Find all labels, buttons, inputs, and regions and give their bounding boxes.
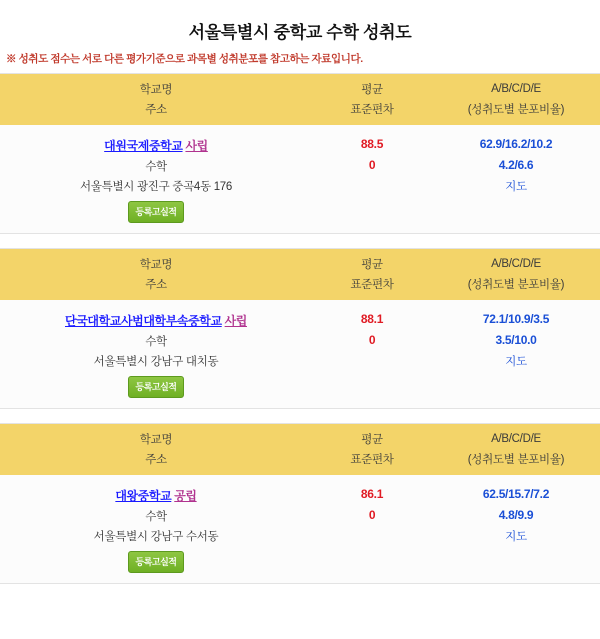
row-school-name: [0, 485, 600, 506]
header-row-secondary: [0, 99, 600, 119]
record-button-wrap: [0, 201, 312, 223]
school-name-link[interactable]: 단국대학교사범대학부속중학교: [65, 314, 222, 328]
average-value: 86.1: [360, 487, 384, 501]
distribution-bottom-value: 4.8/9.9: [498, 508, 534, 522]
card-header: [0, 424, 600, 475]
distribution-top-value: 62.9/16.2/10.2: [479, 137, 553, 151]
school-type-link[interactable]: 사립: [185, 139, 208, 153]
header-row-primary: [0, 429, 600, 449]
map-link[interactable]: 지도: [505, 356, 527, 368]
column-header-distribution-sub: (성취도별 분포비율): [467, 279, 565, 291]
column-header-stdev: 표준편차: [350, 454, 394, 466]
record-button-wrap: [0, 551, 312, 573]
row-record-button: [0, 546, 600, 575]
row-school-name: [0, 310, 600, 331]
subject-label: 수학: [145, 336, 167, 348]
column-header-distribution: A/B/C/D/E: [491, 258, 541, 270]
header-row-secondary: [0, 274, 600, 294]
stdev-value: 0: [368, 333, 376, 347]
column-header-distribution-sub: (성취도별 분포비율): [467, 104, 565, 116]
header-row-secondary: [0, 449, 600, 469]
row-address: [0, 526, 600, 546]
column-header-distribution: A/B/C/D/E: [491, 83, 541, 95]
record-button-spacer: [312, 551, 600, 573]
row-address: [0, 176, 600, 196]
school-name-link[interactable]: 대왕중학교: [115, 489, 172, 503]
column-header-school: 학교명: [139, 259, 173, 271]
distribution-bottom-value: 4.2/6.6: [498, 158, 534, 172]
column-header-address: 주소: [145, 104, 167, 116]
school-card: [0, 423, 600, 584]
column-header-school: 학교명: [139, 434, 173, 446]
card-header: [0, 74, 600, 125]
row-record-button: [0, 371, 600, 400]
column-header-school: 학교명: [139, 84, 173, 96]
column-header-stdev: 표준편차: [350, 279, 394, 291]
column-header-distribution: A/B/C/D/E: [491, 433, 541, 445]
school-name-cell[interactable]: [0, 312, 312, 329]
school-name-cell[interactable]: [0, 137, 312, 154]
record-button[interactable]: 등록고실적: [128, 201, 185, 223]
map-link[interactable]: 지도: [505, 181, 527, 193]
distribution-top-value: 62.5/15.7/7.2: [482, 487, 550, 501]
map-cell[interactable]: [432, 528, 600, 544]
column-header-average: 평균: [361, 259, 383, 271]
row-record-button: [0, 196, 600, 225]
row-subject: [0, 156, 600, 176]
school-type-link[interactable]: 공립: [174, 489, 197, 503]
column-header-address: 주소: [145, 454, 167, 466]
card-body: [0, 475, 600, 583]
header-row-primary: [0, 254, 600, 274]
record-button[interactable]: 등록고실적: [128, 551, 185, 573]
school-card: [0, 73, 600, 234]
subject-label: 수학: [145, 161, 167, 173]
average-value: 88.1: [360, 312, 384, 326]
school-card: [0, 248, 600, 409]
school-name-cell[interactable]: [0, 487, 312, 504]
address-value: 서울특별시 광진구 중곡4동 176: [80, 181, 232, 193]
column-header-stdev: 표준편차: [350, 104, 394, 116]
stdev-value: 0: [368, 158, 376, 172]
map-cell[interactable]: [432, 178, 600, 194]
header-row-primary: [0, 79, 600, 99]
average-value: 88.5: [360, 137, 384, 151]
distribution-bottom-value: 3.5/10.0: [495, 333, 537, 347]
column-header-average: 평균: [361, 84, 383, 96]
card-body: [0, 300, 600, 408]
record-button-spacer: [312, 376, 600, 398]
column-header-address: 주소: [145, 279, 167, 291]
record-button-spacer: [312, 201, 600, 223]
address-value: 서울특별시 강남구 수서동: [93, 531, 219, 543]
page-title: 서울특별시 중학교 수학 성취도: [188, 23, 412, 42]
row-school-name: [0, 135, 600, 156]
distribution-top-value: 72.1/10.9/3.5: [482, 312, 550, 326]
record-button-wrap: [0, 376, 312, 398]
address-value: 서울특별시 강남구 대치동: [93, 356, 219, 368]
column-header-distribution-sub: (성취도별 분포비율): [467, 454, 565, 466]
row-subject: [0, 506, 600, 526]
row-subject: [0, 331, 600, 351]
row-address: [0, 351, 600, 371]
notice-text: ※ 성취도 점수는 서로 다른 평가기준으로 과목별 성취분포를 참고하는 자료입니다.: [6, 53, 363, 65]
card-body: [0, 125, 600, 233]
record-button[interactable]: 등록고실적: [128, 376, 185, 398]
subject-label: 수학: [145, 511, 167, 523]
card-header: [0, 249, 600, 300]
column-header-average: 평균: [361, 434, 383, 446]
map-link[interactable]: 지도: [505, 531, 527, 543]
school-type-link[interactable]: 사립: [224, 314, 247, 328]
school-name-link[interactable]: 대원국제중학교: [104, 139, 183, 153]
map-cell[interactable]: [432, 353, 600, 369]
stdev-value: 0: [368, 508, 376, 522]
